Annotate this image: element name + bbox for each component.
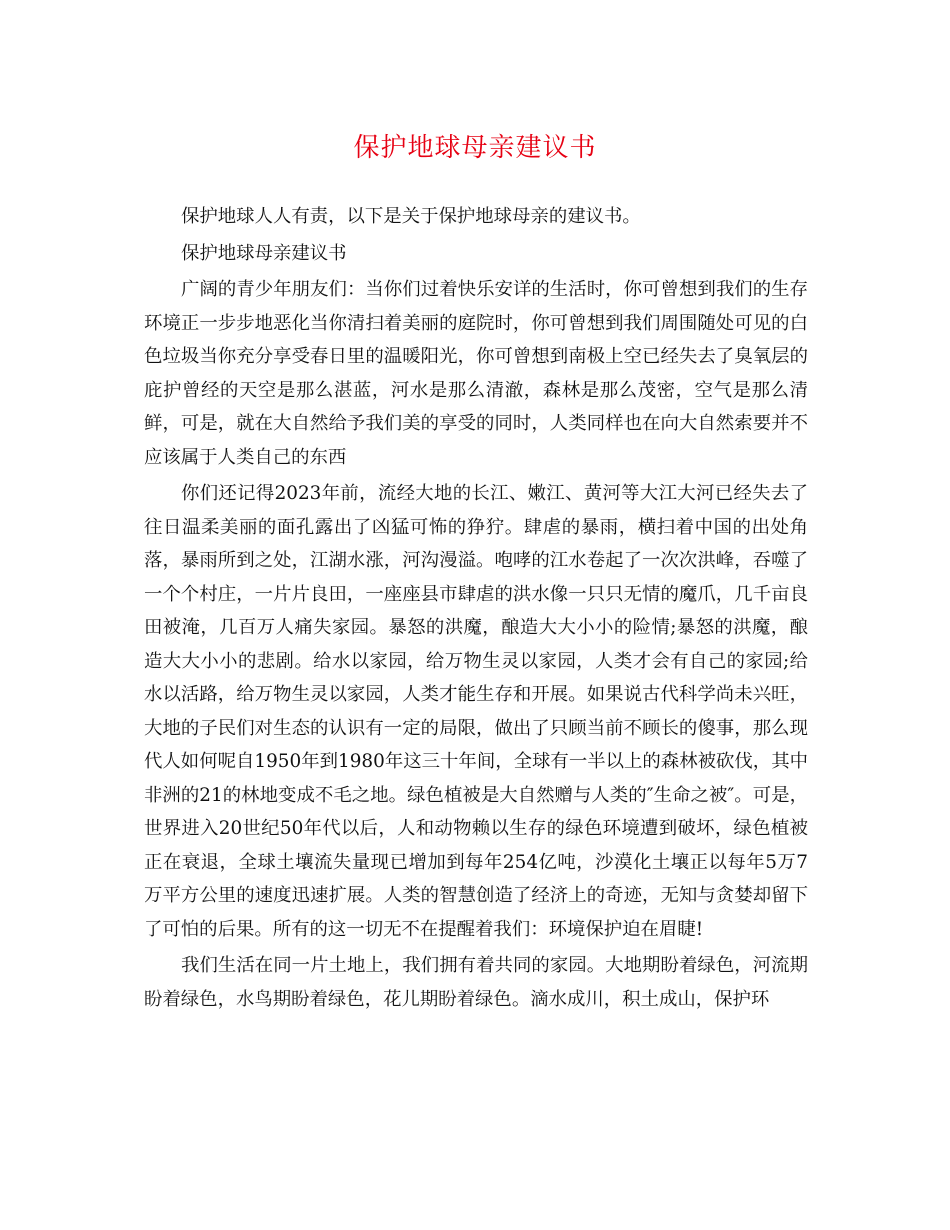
paragraph-subtitle: 保护地球母亲建议书: [181, 242, 347, 264]
paragraph-call-to-action: 我们生活在同一片土地上，我们拥有着共同的家园。大地期盼着绿色，河流期盼着绿色，水鸟期盼着绿色，花儿期盼着绿色。滴水成川，积土成山，保护环: [144, 955, 808, 1010]
document-body: [144, 200, 808, 1019]
paragraph-history: 你们还记得2023年前，流经大地的长江、嫩江、黄河等大江大河已经失去了往日温柔美丽的面孔露出了凶猛可怖的狰狞。肆虐的暴雨，横扫着中国的出处角落，暴雨所到之处，江湖水涨，河沟漫溢。咆哮的江水卷起了一次次洪峰，吞噬了一个个村庄，一片片良田，一座座县市肆虐的洪水像一只只无情的魔爪，几千亩良田被淹，几百万人痛失家园。暴怒的洪魔，酿造大大小小的险情;暴怒的洪魔，酿造大大小小的悲剧。给水以家园，给万物生灵以家园，人类才会有自己的家园;给水以活路，给万物生灵以家园，人类才能生存和开展。如果说古代科学尚未兴旺，大地的子民们对生态的认识有一定的局限，做出了只顾当前不顾长的傻事，那么现代人如何呢自1950年到1980年这三十年间，全球有一半以上的森林被砍伐，其中非洲的21的林地变成不毛之地。绿色植被是大自然赠与人类的″生命之被″。可是，世界进入20世纪50年代以后，人和动物赖以生存的绿色环境遭到破坏，绿色植被正在衰退，全球土壤流失量现已增加到每年254亿吨，沙漠化土壤正以每年5万7万平方公里的速度迅速扩展。人类的智慧创造了经济上的奇迹，无知与贪婪却留下了可怕的后果。所有的这一切无不在提醒着我们：环境保护迫在眉睫!: [144, 483, 808, 940]
paragraph-greeting: 广阔的青少年朋友们：当你们过着快乐安详的生活时，你可曾想到我们的生存环境正一步步地恶化当你清扫着美丽的庭院时，你可曾想到我们周围随处可见的白色垃圾当你充分享受春日里的温暖阳光，你可曾想到南极上空已经失去了臭氧层的庇护曾经的天空是那么湛蓝，河水是那么清澈，森林是那么茂密，空气是那么清鲜，可是，就在大自然给予我们美的享受的同时，人类同样也在向大自然索要并不应该属于人类自己的东西: [144, 279, 808, 468]
document-title: 保护地球母亲建议书: [353, 133, 597, 163]
paragraph-intro: 保护地球人人有责，以下是关于保护地球母亲的建议书。: [181, 206, 641, 227]
